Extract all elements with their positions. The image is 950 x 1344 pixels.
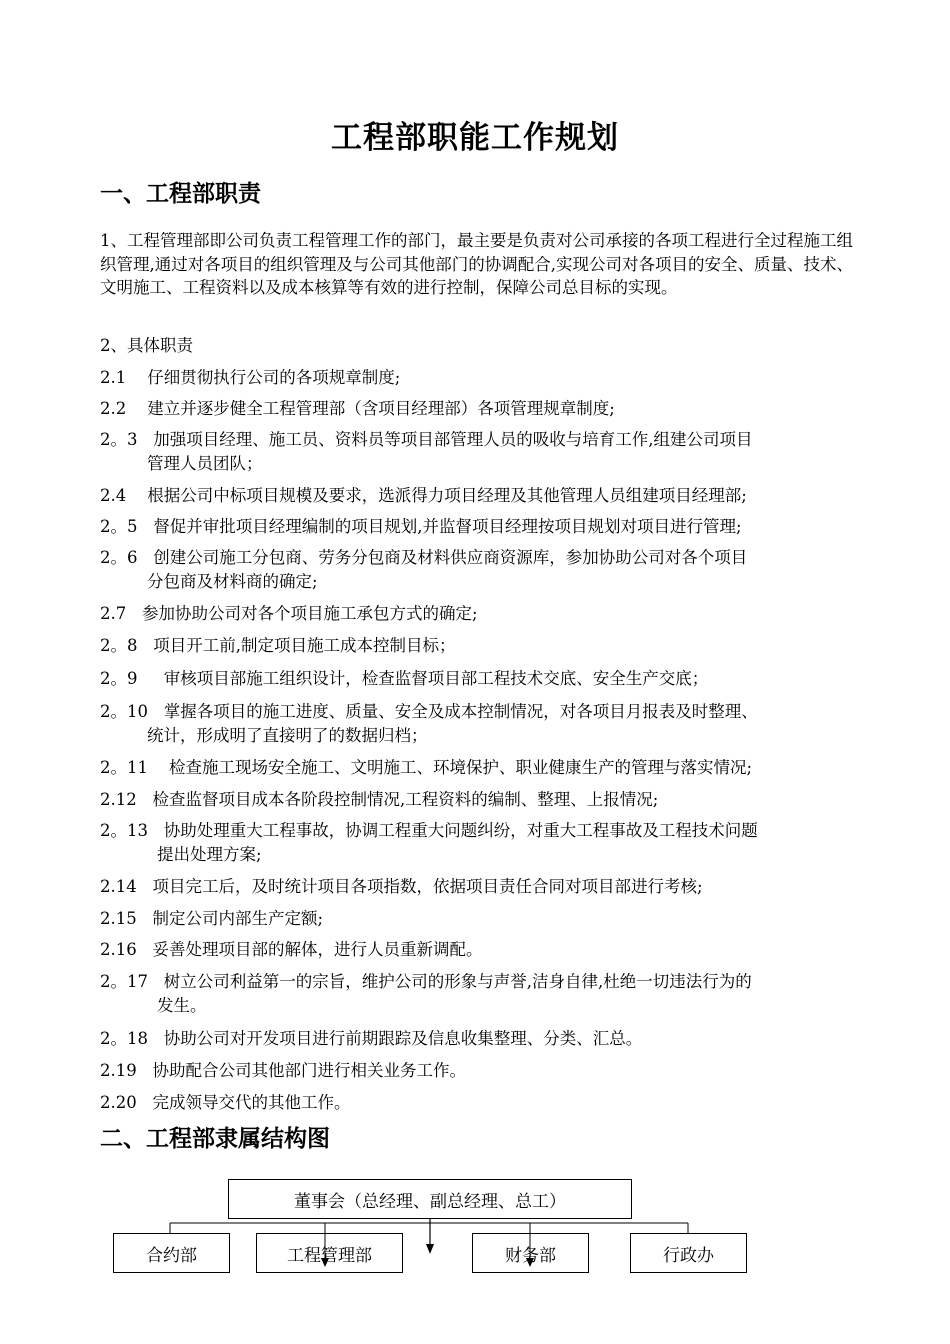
item-number: 2。10 <box>100 702 148 721</box>
item-continuation: 分包商及材料商的确定; <box>147 572 318 591</box>
org-node-contract-dept: 合约部 <box>113 1233 230 1273</box>
item-text: 制定公司内部生产定额; <box>152 909 324 928</box>
item-number: 2。11 <box>100 758 148 777</box>
item-text: 掌握各项目的施工进度、质量、安全及成本控制情况，对各项目月报表及时整理、 <box>163 702 758 721</box>
item-text: 项目完工后，及时统计项目各项指数，依据项目责任合同对项目部进行考核; <box>152 877 703 896</box>
org-node-admin-office: 行政办 <box>630 1233 747 1273</box>
item-number: 2.20 <box>100 1093 137 1112</box>
item-text: 协助公司对开发项目进行前期跟踪及信息收集整理、分类、汇总。 <box>163 1029 643 1048</box>
item-number: 2.4 <box>100 486 127 505</box>
item-text: 项目开工前,制定项目施工成本控制目标； <box>153 636 456 655</box>
item-number: 2。18 <box>100 1029 148 1048</box>
section1-heading: 一、工程部职责 <box>100 180 261 207</box>
item-number: 2.7 <box>100 604 127 623</box>
item-text: 协助处理重大工程事故，协调工程重大问题纠纷，对重大工程事故及工程技术问题 <box>163 821 758 840</box>
item-continuation: 统计，形成明了直接明了的数据归档； <box>147 726 428 745</box>
org-node-engineering-dept: 工程管理部 <box>256 1233 403 1273</box>
item-number: 2。17 <box>100 972 148 991</box>
item-number: 2。13 <box>100 821 148 840</box>
item-number: 2.15 <box>100 909 137 928</box>
item-number: 2.14 <box>100 877 137 896</box>
item-text: 树立公司利益第一的宗旨，维护公司的形象与声誉,洁身自律,杜绝一切违法行为的 <box>163 972 752 991</box>
item-text: 创建公司施工分包商、劳务分包商及材料供应商资源库，参加协助公司对各个项目 <box>153 548 748 567</box>
item-text: 检查施工现场安全施工、文明施工、环境保护、职业健康生产的管理与落实情况; <box>168 758 753 777</box>
item-number: 2。3 <box>100 430 138 449</box>
item-continuation: 发生。 <box>157 996 207 1015</box>
item-number: 2。6 <box>100 548 138 567</box>
org-node-finance-dept: 财务部 <box>472 1233 589 1273</box>
org-node-board: 董事会（总经理、副总经理、总工） <box>228 1179 632 1219</box>
page-title: 工程部职能工作规划 <box>331 120 619 156</box>
item-continuation: 提出处理方案; <box>157 845 262 864</box>
item-number: 2。5 <box>100 517 138 536</box>
item-text: 加强项目经理、施工员、资料员等项目部管理人员的吸收与培育工作,组建公司项目 <box>153 430 753 449</box>
item-number: 2.2 <box>100 399 127 418</box>
item-text: 仔细贯彻执行公司的各项规章制度; <box>147 368 401 387</box>
item-number: 2.16 <box>100 940 137 959</box>
item-text: 审核项目部施工组织设计，检查监督项目部工程技术交底、安全生产交底； <box>163 669 709 688</box>
item-text: 检查监督项目成本各阶段控制情况,工程资料的编制、整理、上报情况; <box>152 790 659 809</box>
item-number: 2。9 <box>100 669 138 688</box>
sub-heading: 2、具体职责 <box>100 336 193 355</box>
item-number: 2.19 <box>100 1061 137 1080</box>
item-number: 2。8 <box>100 636 138 655</box>
item-text: 根据公司中标项目规模及要求，选派得力项目经理及其他管理人员组建项目经理部; <box>147 486 747 505</box>
item-text: 建立并逐步健全工程管理部（含项目经理部）各项管理规章制度; <box>147 399 615 418</box>
item-text: 参加协助公司对各个项目施工承包方式的确定; <box>142 604 478 623</box>
item-number: 2.1 <box>100 368 127 387</box>
item-text: 督促并审批项目经理编制的项目规划,并监督项目经理按项目规划对项目进行管理; <box>153 517 742 536</box>
item-continuation: 管理人员团队； <box>147 454 263 473</box>
item-text: 协助配合公司其他部门进行相关业务工作。 <box>152 1061 466 1080</box>
item-text: 妥善处理项目部的解体，进行人员重新调配。 <box>152 940 483 959</box>
item-number: 2.12 <box>100 790 137 809</box>
section1-intro: 1、工程管理部即公司负责工程管理工作的部门，最主要是负责对公司承接的各项工程进行全过程施工组织管理,通过对各项目的组织管理及与公司其他部门的协调配合,实现公司对各项目的安全、质量、技术、文明施工、工程资料以及成本核算等有效的进行控制，保障公司总目标的实现。 <box>100 231 853 297</box>
section2-heading: 二、工程部隶属结构图 <box>100 1125 330 1152</box>
item-text: 完成领导交代的其他工作。 <box>152 1093 351 1112</box>
